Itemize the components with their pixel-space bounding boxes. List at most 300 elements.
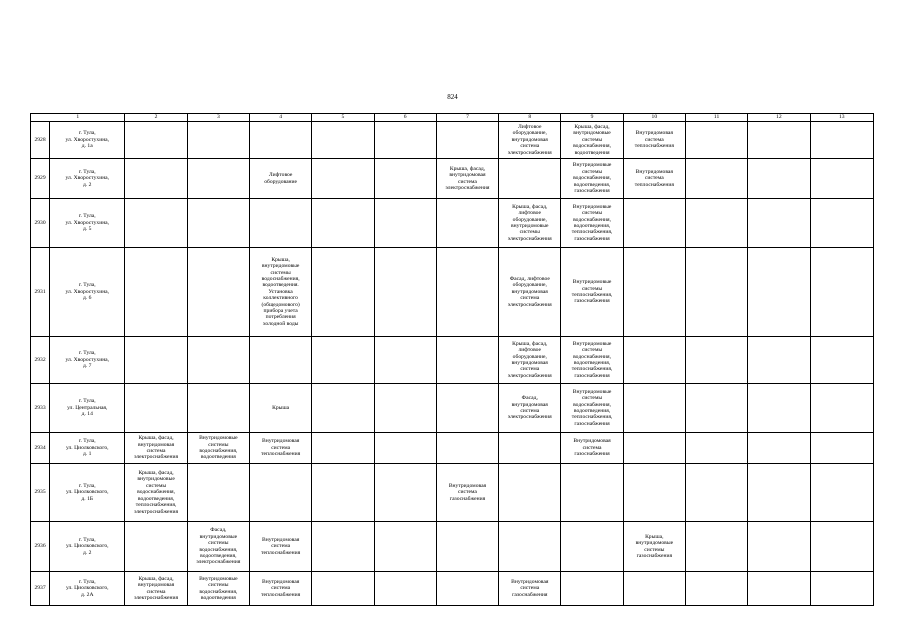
cell-col-3	[187, 464, 249, 522]
cell-line: г. Тула,	[78, 398, 96, 405]
cell-col-2	[125, 199, 187, 248]
cell-line: внутридомовые	[261, 263, 300, 270]
cell-line: д. 7	[83, 363, 92, 370]
cell-line: теплоснабжения	[261, 591, 301, 598]
cell-line: электроснабжения	[134, 594, 179, 601]
cell-col-9	[561, 199, 623, 248]
cell-col-13	[810, 572, 873, 606]
table-row	[31, 159, 874, 199]
cell-line: водоотведения,	[573, 360, 611, 366]
cell-line: водоотведения	[200, 594, 236, 601]
cell-line: Крыша, фасад,	[512, 340, 548, 347]
cell-col-6	[374, 572, 436, 606]
cell-line: оборудование	[264, 178, 298, 185]
cell-col-5	[312, 464, 374, 522]
cell-line: водоснабжения,	[573, 216, 611, 223]
cell-line: Крыша, фасад,	[574, 123, 610, 130]
cell-col-5	[312, 572, 374, 606]
cell-line: Крыша,	[271, 256, 290, 263]
cell-col-2	[125, 572, 187, 606]
cell-line: системы	[208, 441, 229, 448]
cell-col-5	[312, 384, 374, 433]
cell-line: газоснабжения	[636, 552, 673, 559]
cell-col-8	[499, 337, 561, 384]
cell-line: газоснабжения	[574, 235, 610, 242]
cell-col-7	[436, 384, 498, 433]
cell-line: ул. Хворостухина,	[65, 356, 110, 363]
cell-line: Внутридомовая	[635, 130, 673, 137]
cell-line: Внутридомовые	[572, 203, 612, 210]
cell-line: система	[520, 408, 540, 414]
table-row	[31, 248, 874, 337]
column-header-9: 9	[561, 114, 623, 122]
address-cell	[50, 572, 125, 606]
cell-line: Внутридомовые	[572, 162, 612, 169]
cell-col-8	[499, 572, 561, 606]
cell-col-2	[125, 384, 187, 433]
cell-col-12	[748, 464, 810, 522]
cell-line: система	[520, 295, 540, 302]
cell-col-13	[810, 248, 873, 337]
cell-line: ул. Хворостухина,	[65, 219, 110, 226]
cell-col-12	[748, 522, 810, 572]
cell-col-13	[810, 522, 873, 572]
cell-col-4	[250, 572, 312, 606]
cell-line: теплоснабжения,	[571, 292, 613, 298]
cell-line: система	[271, 444, 291, 451]
cell-line: оборудование,	[512, 216, 547, 223]
cell-line: внутридомовая	[511, 360, 548, 366]
cell-col-11	[685, 122, 747, 159]
cell-col-13	[810, 337, 873, 384]
cell-line: электроснабжения	[134, 454, 179, 461]
cell-line: система	[520, 143, 540, 150]
cell-col-4	[250, 384, 312, 433]
cell-line: Установка	[268, 288, 293, 295]
cell-col-6	[374, 337, 436, 384]
cell-col-12	[748, 337, 810, 384]
cell-line: теплоснабжения,	[135, 502, 177, 509]
cell-col-10	[623, 522, 685, 572]
cell-line: Крыша	[272, 404, 290, 411]
cell-line: система	[644, 136, 664, 143]
cell-line: д. 5	[83, 226, 92, 233]
cell-line: ул. Циолковского,	[65, 444, 109, 451]
cell-col-9	[561, 572, 623, 606]
row-number: 2930	[31, 199, 50, 248]
cell-line: лифтовое	[518, 347, 542, 354]
cell-line: системы	[581, 136, 603, 143]
column-header-2: 2	[125, 114, 187, 122]
cell-line: ул. Хворостухина,	[65, 136, 110, 143]
cell-col-3	[187, 337, 249, 384]
cell-col-4	[250, 122, 312, 159]
address-cell	[50, 248, 125, 337]
cell-line: Крыша, фасад,	[138, 470, 174, 477]
cell-col-6	[374, 248, 436, 337]
cell-line: ул. Центральная,	[67, 404, 108, 411]
cell-col-10	[623, 122, 685, 159]
cell-col-7	[436, 464, 498, 522]
cell-line: Фасад, лифтовое	[509, 275, 550, 282]
cell-col-4	[250, 337, 312, 384]
cell-col-2	[125, 337, 187, 384]
cell-col-7	[436, 122, 498, 159]
cell-col-13	[810, 122, 873, 159]
cell-line: системы	[208, 540, 229, 547]
address-cell	[50, 433, 125, 464]
cell-col-4	[250, 199, 312, 248]
cell-line: газоснабжения	[574, 451, 610, 458]
cell-line: газоснабжения	[574, 420, 610, 427]
cell-line: г. Тула,	[78, 578, 96, 585]
cell-line: д. 1	[83, 451, 92, 458]
cell-line: Внутридомовая	[261, 438, 300, 445]
cell-line: г. Тула,	[78, 350, 96, 357]
cell-line: электроснабжения	[445, 184, 490, 191]
cell-line: оборудование,	[512, 130, 547, 137]
cell-line: лифтовое	[518, 210, 542, 217]
cell-line: система	[271, 585, 291, 592]
cell-line: электроснабжения	[507, 235, 552, 242]
cell-col-11	[685, 337, 747, 384]
cell-col-10	[623, 433, 685, 464]
column-header-6: 6	[374, 114, 436, 122]
cell-col-11	[685, 248, 747, 337]
cell-line: ул. Циолковского,	[65, 585, 109, 592]
cell-line: Крыша,	[645, 533, 664, 540]
cell-line: системы	[208, 582, 229, 589]
cell-line: водоснабжения,	[137, 489, 176, 496]
cell-line: водоотведения,	[573, 408, 611, 414]
cell-line: водоснабжения,	[199, 448, 238, 454]
cell-line: внутридомовая	[137, 441, 175, 448]
cell-col-2	[125, 248, 187, 337]
cell-col-4	[250, 464, 312, 522]
cell-col-12	[748, 248, 810, 337]
cell-line: система	[520, 366, 540, 373]
cell-line: оборудование,	[512, 353, 547, 360]
cell-col-3	[187, 522, 249, 572]
row-number: 2932	[31, 337, 50, 384]
cell-line: внутридомовые	[199, 533, 238, 540]
cell-line: внутридомовые	[635, 540, 674, 547]
cell-col-11	[685, 384, 747, 433]
cell-col-11	[685, 572, 747, 606]
column-number-row	[31, 114, 874, 122]
cell-col-13	[810, 159, 873, 199]
cell-col-9	[561, 522, 623, 572]
cell-line: Фасад,	[210, 527, 227, 534]
cell-line: внутридомовые	[573, 130, 611, 137]
cell-col-2	[125, 464, 187, 522]
cell-col-11	[685, 433, 747, 464]
cell-col-13	[810, 199, 873, 248]
cell-line: система	[146, 448, 166, 454]
page-number: 824	[447, 93, 458, 101]
cell-col-8	[499, 433, 561, 464]
cell-line: теплоснабжения	[261, 451, 301, 458]
table-row	[31, 522, 874, 572]
cell-col-10	[623, 337, 685, 384]
cell-col-12	[748, 199, 810, 248]
column-header-12: 12	[748, 114, 810, 122]
cell-line: системы	[581, 168, 603, 175]
cell-col-12	[748, 433, 810, 464]
cell-line: Внутридомовая	[635, 168, 673, 175]
cell-line: теплоснабжения,	[571, 229, 613, 236]
cell-col-9	[561, 433, 623, 464]
cell-col-11	[685, 199, 747, 248]
table-row	[31, 122, 874, 159]
row-number: 2935	[31, 464, 50, 522]
cell-col-5	[312, 199, 374, 248]
table-row	[31, 572, 874, 606]
cell-col-10	[623, 384, 685, 433]
row-number: 2931	[31, 248, 50, 337]
row-number: 2934	[31, 433, 50, 464]
cell-col-6	[374, 384, 436, 433]
cell-line: электроснабжения	[507, 372, 552, 379]
cell-line: д. 2А	[81, 591, 94, 598]
cell-line: теплоснабжения	[634, 181, 674, 188]
cell-line: водоснабжения,	[261, 275, 300, 282]
cell-line: Фасад,	[521, 395, 538, 402]
row-number: 2928	[31, 122, 50, 159]
cell-line: Внутридомовые	[199, 575, 238, 582]
cell-col-10	[623, 159, 685, 199]
cell-line: внутридомовая	[449, 172, 486, 179]
row-number: 2929	[31, 159, 50, 199]
cell-line: Внутридомовая	[448, 482, 487, 489]
cell-line: система	[271, 543, 291, 550]
table-row	[31, 464, 874, 522]
cell-col-9	[561, 159, 623, 199]
address-cell	[50, 122, 125, 159]
cell-line: водоснабжения,	[199, 588, 238, 595]
cell-line: система	[520, 585, 540, 592]
cell-line: прибора учета	[263, 308, 298, 315]
cell-line: Крыша, фасад,	[512, 203, 548, 210]
cell-line: внутридомовая	[511, 136, 548, 143]
cell-line: д. 1а	[81, 143, 93, 150]
cell-line: г. Тула,	[78, 438, 96, 445]
column-header-11: 11	[685, 114, 747, 122]
cell-line: внутридомовая	[511, 288, 548, 295]
cell-col-10	[623, 199, 685, 248]
cell-line: Лифтовое	[268, 172, 293, 179]
cell-line: водоотведения,	[573, 223, 611, 229]
cell-line: Крыша, фасад,	[449, 165, 486, 172]
cell-line: система	[458, 489, 477, 496]
cell-col-3	[187, 248, 249, 337]
cell-col-4	[250, 248, 312, 337]
column-header-5: 5	[312, 114, 374, 122]
cell-line: г. Тула,	[78, 282, 96, 289]
cell-line: системы	[145, 482, 167, 489]
cell-line: система	[644, 175, 664, 182]
address-cell	[50, 522, 125, 572]
cell-line: теплоснабжения,	[571, 414, 613, 421]
address-cell	[50, 464, 125, 522]
cell-col-12	[748, 159, 810, 199]
cell-line: системы	[581, 285, 603, 292]
cell-col-3	[187, 433, 249, 464]
cell-line: электроснабжения	[507, 301, 552, 308]
cell-col-5	[312, 159, 374, 199]
row-number: 2936	[31, 522, 50, 572]
cell-col-12	[748, 572, 810, 606]
cell-col-4	[250, 159, 312, 199]
cell-line: Внутридомовая	[511, 578, 549, 585]
cell-line: водоотведения	[574, 149, 610, 156]
cell-line: водоотведения,	[200, 552, 237, 559]
cell-line: д. 2	[83, 181, 92, 188]
cell-line: системы	[581, 395, 603, 402]
table-row	[31, 433, 874, 464]
row-number: 2937	[31, 572, 50, 606]
cell-col-2	[125, 433, 187, 464]
cell-col-7	[436, 522, 498, 572]
cell-col-9	[561, 122, 623, 159]
cell-col-8	[499, 522, 561, 572]
column-header-13: 13	[810, 114, 873, 122]
cell-col-7	[436, 199, 498, 248]
cell-line: (общедомового)	[261, 301, 300, 308]
address-cell	[50, 337, 125, 384]
table-row	[31, 337, 874, 384]
cell-line: Внутридомовая	[261, 578, 300, 585]
cell-line: система	[146, 588, 166, 595]
cell-col-10	[623, 572, 685, 606]
cell-line: теплоснабжения,	[571, 366, 613, 373]
cell-line: водоснабжения,	[573, 353, 611, 360]
cell-line: д. 2	[83, 549, 92, 556]
cell-col-6	[374, 433, 436, 464]
cell-line: г. Тула,	[78, 168, 96, 175]
cell-line: Внутридомовые	[572, 279, 612, 286]
cell-col-7	[436, 159, 498, 199]
column-header-4: 4	[250, 114, 312, 122]
cell-col-5	[312, 122, 374, 159]
table-row	[31, 384, 874, 433]
cell-line: водоотведения,	[137, 495, 175, 502]
cell-line: электроснабжения	[507, 414, 552, 421]
cell-line: газоснабжения	[574, 298, 610, 305]
cell-col-3	[187, 199, 249, 248]
cell-col-2	[125, 122, 187, 159]
cell-line: г. Тула,	[78, 213, 96, 220]
row-number: 2933	[31, 384, 50, 433]
cell-line: Внутридомовая	[573, 438, 611, 445]
cell-col-13	[810, 464, 873, 522]
cell-line: д. 6	[83, 295, 92, 302]
cell-line: водоснабжения,	[573, 175, 611, 182]
cell-line: теплоснабжения	[634, 143, 674, 150]
table-row	[31, 199, 874, 248]
cell-line: водоотведения	[200, 454, 236, 461]
cell-line: газоснабжения	[449, 495, 486, 502]
cell-line: Внутридомовые	[572, 340, 612, 347]
cell-line: внутридомовые	[511, 223, 549, 229]
cell-line: водоснабжения,	[573, 401, 611, 408]
cell-col-5	[312, 522, 374, 572]
cell-line: ул. Хворостухина,	[65, 288, 110, 295]
cell-col-7	[436, 248, 498, 337]
cell-line: внутридомовая	[511, 401, 548, 408]
cell-line: газоснабжения	[574, 372, 610, 379]
cell-line: электроснабжения	[196, 559, 241, 566]
cell-col-3	[187, 122, 249, 159]
cell-line: системы	[270, 269, 291, 276]
cell-col-6	[374, 122, 436, 159]
cell-col-7	[436, 433, 498, 464]
cell-col-11	[685, 159, 747, 199]
cell-col-4	[250, 522, 312, 572]
cell-col-8	[499, 384, 561, 433]
cell-col-6	[374, 159, 436, 199]
cell-line: ул. Циолковского,	[65, 489, 109, 496]
cell-col-8	[499, 122, 561, 159]
cell-col-6	[374, 199, 436, 248]
cell-col-3	[187, 572, 249, 606]
cell-line: внутридомовые	[137, 476, 175, 483]
cell-col-10	[623, 248, 685, 337]
cell-line: холодной воды	[262, 320, 299, 327]
cell-col-8	[499, 248, 561, 337]
cell-col-13	[810, 433, 873, 464]
cell-col-3	[187, 384, 249, 433]
column-header-3: 3	[187, 114, 249, 122]
cell-line: г. Тула,	[78, 482, 96, 489]
cell-col-11	[685, 522, 747, 572]
cell-col-7	[436, 572, 498, 606]
cell-col-10	[623, 464, 685, 522]
cell-line: электроснабжения	[134, 508, 179, 515]
cell-line: электроснабжения	[507, 149, 552, 156]
cell-line: система	[582, 444, 602, 451]
cell-line: Внутридомовая	[261, 536, 300, 543]
cell-line: водоснабжения,	[199, 546, 238, 553]
cell-line: Лифтовое	[518, 123, 542, 130]
cell-col-2	[125, 159, 187, 199]
cell-line: система	[458, 178, 477, 185]
cell-col-2	[125, 522, 187, 572]
cell-line: Внутридомовые	[572, 388, 612, 395]
column-header-10: 10	[623, 114, 685, 122]
cell-col-7	[436, 337, 498, 384]
address-cell	[50, 384, 125, 433]
address-cell	[50, 159, 125, 199]
repair-register-table	[30, 113, 874, 606]
cell-line: коллективного	[263, 295, 298, 302]
cell-line: д. 1Б	[81, 495, 94, 502]
cell-col-9	[561, 248, 623, 337]
cell-line: д. 14	[81, 411, 93, 418]
cell-col-5	[312, 433, 374, 464]
column-header-8: 8	[499, 114, 561, 122]
cell-line: Крыша, фасад,	[138, 435, 174, 442]
cell-line: ул. Циолковского,	[65, 543, 109, 550]
cell-col-5	[312, 248, 374, 337]
column-header-1: 1	[31, 114, 125, 122]
cell-col-4	[250, 433, 312, 464]
cell-col-12	[748, 122, 810, 159]
cell-col-8	[499, 464, 561, 522]
cell-col-13	[810, 384, 873, 433]
cell-line: водоснабжения,	[573, 143, 611, 150]
cell-col-11	[685, 464, 747, 522]
